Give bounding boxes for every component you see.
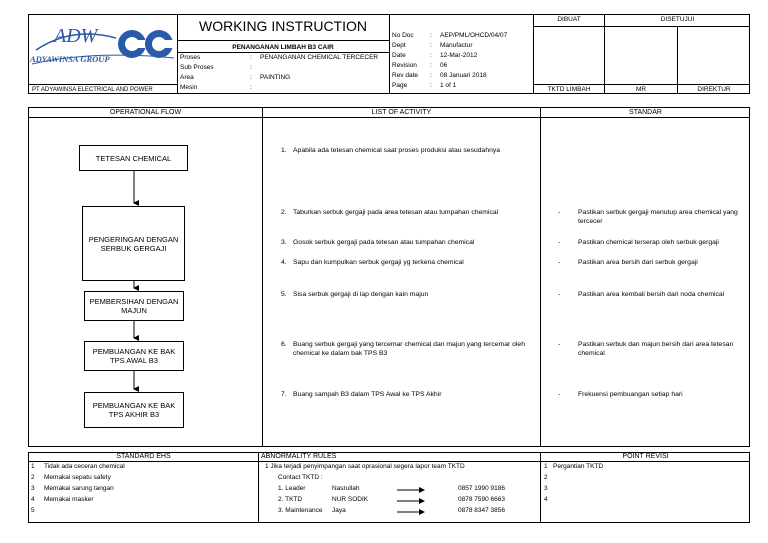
flow-arrows — [28, 107, 262, 447]
approval-disetujui: DISETUJUI — [660, 16, 695, 23]
abnormality-block — [262, 463, 539, 521]
activity-number: 3. — [281, 239, 287, 246]
arrow-right-icon — [397, 487, 425, 493]
meta-no-doc: No Doc — [392, 32, 414, 39]
fields-top-line — [177, 52, 389, 53]
meta-revision: Revision — [392, 62, 417, 69]
activity-number: 6. — [281, 341, 287, 348]
meta-colon: : — [430, 62, 432, 69]
abnormality-rule: 1 Jika terjadi penyimpangan saat oprasional segera lapor team TKTD — [265, 463, 465, 470]
activity-text: Sapu dan kumpulkan serbuk gergaji yg terkena chemical — [293, 259, 464, 266]
footer-divider-2 — [540, 452, 541, 523]
activity-text: Apabila ada tetesan chemical saat proses produksi atau sesudahnya — [293, 147, 501, 154]
meta-revision-value: 06 — [440, 62, 448, 69]
standard-text: Pastikan serbuk gergaji menutup area chemical yang tercecer — [578, 209, 738, 225]
contact-role-3: 3. Maintenance — [278, 507, 323, 514]
signatory-direktur: DIREKTUR — [697, 86, 731, 93]
meta-dept: Dept — [392, 42, 406, 49]
meta-colon: : — [430, 52, 432, 59]
logo-bottom-line — [28, 84, 177, 85]
field-mesin: Mesin — [180, 84, 198, 91]
ehs-number: 1 — [31, 463, 35, 470]
field-label: Proses — [180, 54, 201, 61]
standard-text: Pastikan serbuk dan majun bersih dari area tetesan chemical — [578, 341, 734, 357]
approval-divider-1 — [604, 14, 605, 94]
contact-name-3: Jaya — [332, 507, 346, 514]
activity-item-5 — [281, 290, 539, 300]
revisi-number-1: 1 — [544, 463, 548, 470]
company-logo — [32, 20, 174, 72]
standard-dash: - — [558, 209, 561, 216]
meta-colon: : — [430, 82, 432, 89]
standard-text: Pastikan area bersih dari serbuk gergaji — [578, 259, 698, 266]
arrow-right-icon — [397, 509, 425, 515]
ehs-number: 4 — [31, 496, 35, 503]
activity-text: Taburkan serbuk gergaji pada area tetesan atau tumpahan chemical — [293, 209, 499, 216]
contact-name-1: Nasrullah — [332, 485, 360, 492]
field-proses — [180, 54, 200, 62]
ehs-item-3 — [31, 485, 35, 493]
standard-item-1 — [558, 208, 748, 228]
standard-text: Pastikan chemical terserap oleh serbuk gergaji — [578, 239, 719, 246]
meta-colon: : — [430, 72, 432, 79]
ehs-item-4 — [31, 496, 35, 504]
ehs-item-4-text: Memakai masker — [44, 496, 94, 503]
activity-item-3 — [281, 238, 539, 248]
contact-name-2: NUR SODIK — [332, 496, 369, 503]
ehs-item-3-text: Memakai sarung tangan — [44, 485, 114, 492]
contact-label: Contact TKTD : — [278, 474, 323, 481]
field-colon: : — [250, 84, 252, 91]
meta-colon: : — [430, 42, 432, 49]
field-area-value: PAINTING — [260, 74, 291, 81]
activity-item-1 — [281, 146, 539, 156]
flow-step-pembersihan: PEMBERSIHAN DENGAN MAJUN — [84, 291, 184, 321]
section-standard-ehs: STANDARD EHS — [116, 453, 171, 460]
section-list-of-activity: LIST OF ACTIVITY — [371, 109, 432, 116]
approval-header-line — [533, 26, 750, 27]
activity-item-2 — [281, 208, 539, 218]
activity-number: 7. — [281, 391, 287, 398]
meta-rev-date-value: 08 Januari 2018 — [440, 72, 487, 79]
activity-item-4 — [281, 258, 539, 268]
signatory-tktd: TKTD LIMBAH — [547, 86, 591, 93]
meta-colon: : — [430, 32, 432, 39]
meta-date: Date — [392, 52, 406, 59]
meta-rev-date: Rev date — [392, 72, 419, 79]
header-divider-meta — [389, 14, 390, 94]
revisi-number-2: 2 — [544, 474, 548, 481]
meta-date-value: 12-Mar-2012 — [440, 52, 478, 59]
field-sub-proses: Sub Proses — [180, 64, 214, 71]
doc-subtitle: PENANGANAN LIMBAH B3 CAIR — [232, 44, 334, 51]
standard-item-5 — [558, 340, 748, 360]
footer-divider-1 — [258, 452, 259, 523]
activity-number: 5. — [281, 291, 287, 298]
field-colon: : — [250, 64, 252, 71]
field-colon: : — [250, 54, 252, 61]
revisi-text-1: Pergantian TKTD — [553, 463, 604, 470]
activity-text: Buang sampah B3 dalam TPS Awal ke TPS Akhir — [293, 391, 442, 398]
standard-dash: - — [558, 239, 561, 246]
standard-dash: - — [558, 341, 561, 348]
ehs-number: 5 — [31, 507, 35, 514]
ehs-number: 3 — [31, 485, 35, 492]
doc-title: WORKING INSTRUCTION — [199, 18, 367, 34]
meta-page-value: 1 of 1 — [440, 82, 457, 89]
activity-number: 2. — [281, 209, 287, 216]
standard-item-6 — [558, 390, 748, 400]
ehs-item-1-text: Tidak ada ceceran chemical — [44, 463, 125, 470]
activity-number: 4. — [281, 259, 287, 266]
flow-step-tetesan: TETESAN CHEMICAL — [79, 145, 188, 171]
body-divider-2 — [540, 107, 541, 447]
meta-no-doc-value: AEP/PML/OHCD/04/07 — [440, 32, 508, 39]
field-area: Area — [180, 74, 194, 81]
meta-dept-value: Manufactur — [440, 42, 473, 49]
logo-group-name: ADYAWINSA GROUP — [30, 54, 110, 64]
approval-dibuat: DIBUAT — [557, 16, 581, 23]
contact-phone-3: 0878 8347 3856 — [458, 507, 505, 514]
ehs-list — [31, 463, 257, 521]
activity-text: Buang serbuk gergaji yang tercemar chemical dan majun yang tercemar oleh chemical ke dalam bak TPS B3 — [293, 341, 525, 357]
ehs-number: 2 — [31, 474, 35, 481]
flow-step-tps-akhir: PEMBUANGAN KE BAK TPS AKHIR B3 — [84, 392, 184, 428]
meta-page: Page — [392, 82, 408, 89]
revisi-number-4: 4 — [544, 496, 548, 503]
ehs-item-2 — [31, 474, 35, 482]
arrow-right-icon — [397, 498, 425, 504]
field-colon: : — [250, 74, 252, 81]
activity-text: Sisa serbuk gergaji di lap dengan kain majun — [293, 291, 429, 298]
contact-role-2: 2. TKTD — [278, 496, 303, 503]
ehs-item-1 — [31, 463, 35, 471]
section-standar: STANDAR — [629, 109, 662, 116]
activity-text: Gosok serbuk gergaji pada tetesan atau tumpahan chemical — [293, 239, 475, 246]
standard-dash: - — [558, 291, 561, 298]
standard-item-3 — [558, 258, 748, 268]
approval-divider-2 — [677, 26, 678, 94]
activity-number: 1. — [281, 147, 287, 154]
revisi-list — [544, 463, 748, 521]
contact-phone-1: 0857 1990 9186 — [458, 485, 505, 492]
standard-text: Frekuensi pembuangan setiap hari — [578, 391, 683, 398]
flow-step-tps-awal: PEMBUANGAN KE BAK TPS AWAL B3 — [84, 341, 184, 371]
logo-mark-text: ADW — [54, 25, 98, 47]
contact-phone-2: 0878 7590 6663 — [458, 496, 505, 503]
title-underline — [177, 40, 389, 41]
approval-sign-line — [533, 84, 750, 85]
standard-dash: - — [558, 259, 561, 266]
standard-item-2 — [558, 238, 748, 258]
revisi-number-3: 3 — [544, 485, 548, 492]
body-divider-1 — [262, 107, 263, 447]
section-operational-flow: OPERATIONAL FLOW — [109, 109, 182, 116]
contact-role-1: 1. Leader — [278, 485, 306, 492]
section-point-revisi: POINT REVISI — [622, 453, 669, 460]
footer-header-line — [28, 461, 750, 462]
standard-text: Pastikan area kembali bersih dari noda chemical — [578, 291, 725, 298]
company-full-name: PT ADYAWINSA ELECTRICAL AND POWER — [32, 87, 153, 93]
activity-item-7 — [281, 390, 539, 400]
flow-step-pengeringan: PENGERINGAN DENGAN SERBUK GERGAJI — [82, 206, 185, 281]
activity-item-6 — [281, 340, 539, 360]
standard-item-4 — [558, 290, 748, 310]
standard-dash: - — [558, 391, 561, 398]
field-proses-value: PENANGANAN CHEMICAL TERCECER — [260, 54, 379, 61]
section-abnormality-rules: ABNORMALITY RULES — [261, 453, 337, 460]
ehs-item-5 — [31, 507, 35, 515]
signatory-mr: MR — [635, 86, 647, 93]
ehs-item-2-text: Memakai sepatu safety — [44, 474, 111, 481]
